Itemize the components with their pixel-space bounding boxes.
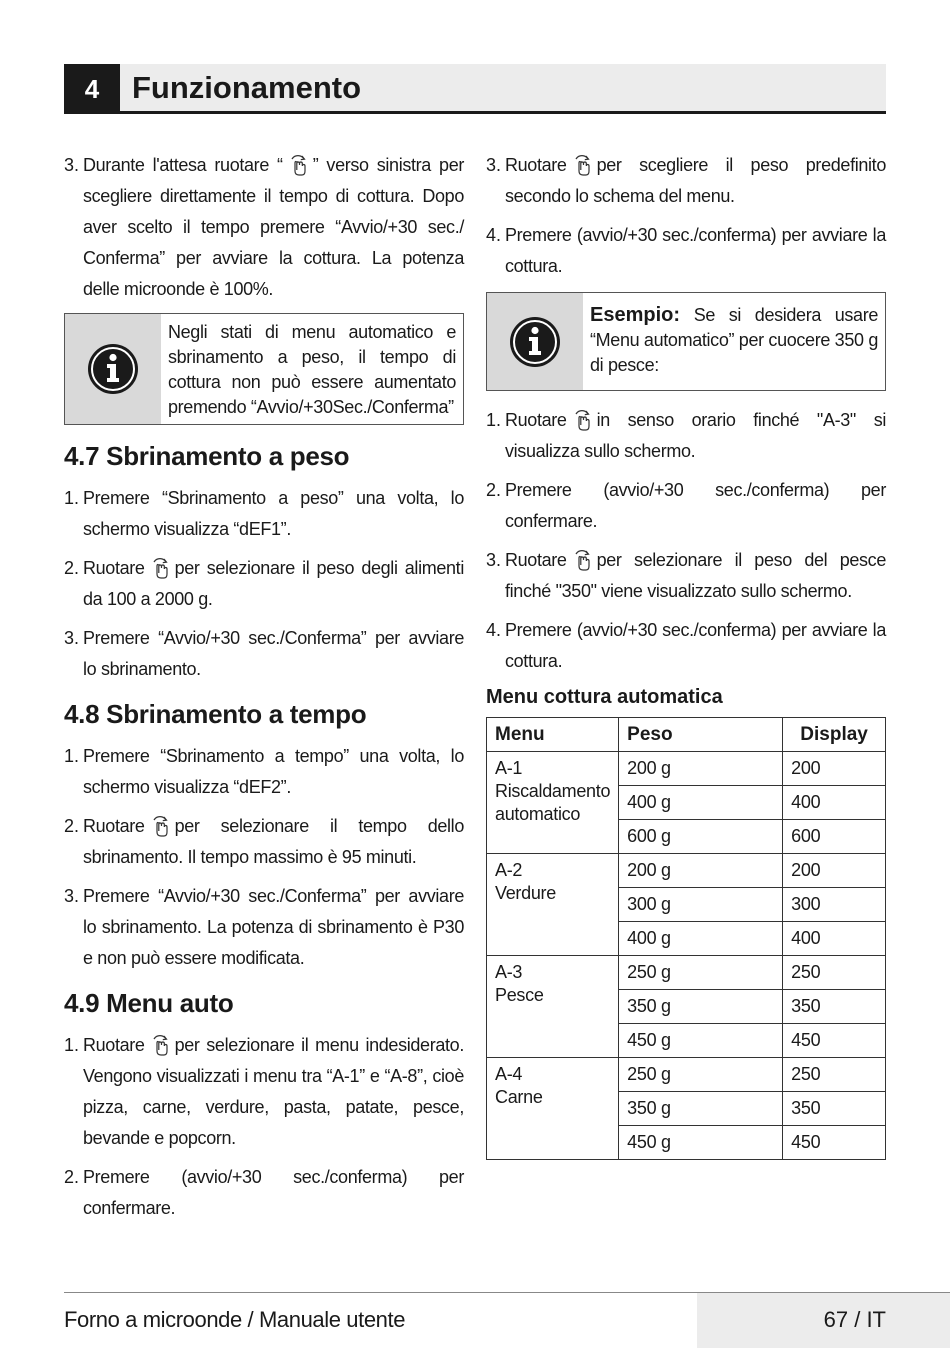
item-text — [83, 553, 464, 615]
header-menu: Menu — [487, 718, 619, 752]
item-text: Premere “Sbrinamento a peso” una volta, lo schermo visualizza “dEF1”. — [83, 488, 464, 539]
weight-cell: 350 g — [619, 1092, 783, 1126]
rotary-knob-icon — [570, 546, 594, 572]
item-number: 3. — [486, 155, 502, 175]
display-cell: 250 — [783, 1058, 886, 1092]
weight-cell: 350 g — [619, 990, 783, 1024]
item-text — [505, 150, 886, 212]
item-number: 3. — [64, 628, 80, 648]
item-text: Premere (avvio/+30 sec./conferma) per confermare. — [505, 480, 886, 531]
menu-cell — [487, 956, 619, 1058]
list-item — [64, 623, 464, 685]
header-display: Display — [783, 718, 886, 752]
chapter-title: Funzionamento — [132, 70, 362, 105]
item-text: Premere “Sbrinamento a tempo” una volta, lo schermo visualizza “dEF2”. — [83, 746, 464, 797]
section-title-4-7: 4.7 Sbrinamento a peso — [64, 441, 350, 471]
item-text: Premere “Avvio/+30 sec./Conferma” per avviare lo sbrinamento. La potenza di sbrinamento è P30 e non può essere modificata. — [83, 886, 464, 968]
item-text — [505, 545, 886, 607]
display-cell: 450 — [783, 1024, 886, 1058]
table-row — [487, 854, 886, 888]
text-segment: Durante l'attesa ruotare “ — [83, 155, 283, 175]
section-title-4-8: 4.8 Sbrinamento a tempo — [64, 699, 367, 729]
info-icon — [487, 293, 583, 390]
item-number: 3. — [64, 886, 80, 906]
list-item — [64, 1030, 464, 1154]
weight-cell: 400 g — [619, 786, 783, 820]
text-segment: Ruotare — [505, 550, 567, 570]
weight-cell: 250 g — [619, 956, 783, 990]
left-column — [64, 150, 464, 1232]
list-item — [64, 881, 464, 974]
example-text — [583, 293, 885, 390]
header-weight: Peso — [619, 718, 783, 752]
weight-cell: 200 g — [619, 854, 783, 888]
example-box — [486, 292, 886, 391]
item-text — [83, 150, 464, 305]
weight-cell: 400 g — [619, 922, 783, 956]
table-title: Menu cottura automatica — [486, 686, 723, 708]
display-cell: 200 — [783, 854, 886, 888]
table-header-row — [487, 718, 886, 752]
item-number: 2. — [64, 816, 80, 836]
weight-cell: 300 g — [619, 888, 783, 922]
list-item — [486, 545, 886, 607]
display-cell: 300 — [783, 888, 886, 922]
text-segment: per selezionare il tempo dello sbrinamento. Il tempo massimo è 95 minuti. — [83, 816, 464, 867]
info-note-text: Negli stati di menu automatico e sbrinamento a peso, il tempo di cottura non può essere aumentato premendo “Avvio/+30Sec./Conferma” — [168, 322, 456, 417]
rotary-knob-icon — [148, 554, 172, 580]
table-row — [487, 956, 886, 990]
list-item — [64, 553, 464, 615]
menu-cell — [487, 854, 619, 956]
item-text: Premere (avvio/+30 sec./conferma) per avviare la cottura. — [505, 225, 886, 276]
rotary-knob-icon — [148, 812, 172, 838]
menu-cell — [487, 752, 619, 854]
text-segment: per selezionare il menu indesiderato. Vengono visualizzati i menu tra “A-1” e “A-8”, cioè pizza, carne, verdure, pasta, patate, pesce, bevande e popcorn. — [83, 1035, 464, 1148]
page-number: 67 / IT — [823, 1307, 886, 1332]
rotary-knob-icon — [286, 151, 310, 177]
right-column — [486, 150, 886, 1160]
menu-name: Riscaldamento automatico — [495, 781, 611, 824]
display-cell: 200 — [783, 752, 886, 786]
display-cell: 400 — [783, 786, 886, 820]
item-number: 1. — [64, 1035, 80, 1055]
menu-name: Pesce — [495, 985, 544, 1005]
list-item — [64, 150, 464, 305]
item-text — [83, 811, 464, 873]
text-segment: per selezionare il peso del pesce finché "350" viene visualizzato sullo schermo. — [505, 550, 886, 601]
item-number: 2. — [486, 480, 502, 500]
weight-cell: 250 g — [619, 1058, 783, 1092]
item-number: 2. — [64, 1167, 80, 1187]
rotary-knob-icon — [570, 406, 594, 432]
menu-name: Carne — [495, 1087, 543, 1107]
item-text: Premere (avvio/+30 sec./conferma) per avviare la cottura. — [505, 620, 886, 671]
list-item — [486, 150, 886, 212]
item-text: Premere “Avvio/+30 sec./Conferma” per avviare lo sbrinamento. — [83, 628, 464, 679]
list-item — [64, 1162, 464, 1224]
menu-code: A-4 — [495, 1064, 523, 1084]
menu-code: A-2 — [495, 860, 523, 880]
item-number: 4. — [486, 620, 502, 640]
weight-cell: 450 g — [619, 1024, 783, 1058]
list-item — [486, 220, 886, 282]
item-number: 2. — [64, 558, 80, 578]
menu-cell — [487, 1058, 619, 1160]
display-cell: 250 — [783, 956, 886, 990]
list-item — [64, 741, 464, 803]
text-segment: ” verso sinistra per scegliere direttamente il tempo di cottura. Dopo aver scelto il tempo premere “Avvio/+30 sec./ Conferma” per avviare la cottura. La potenza delle microonde è 100%. — [83, 155, 465, 299]
display-cell: 600 — [783, 820, 886, 854]
item-number: 1. — [64, 746, 80, 766]
menu-name: Verdure — [495, 883, 556, 903]
text-segment: per scegliere il peso predefinito secondo lo schema del menu. — [505, 155, 886, 206]
chapter-number: 4 — [64, 64, 120, 114]
item-number: 4. — [486, 225, 502, 245]
section-title-4-9: 4.9 Menu auto — [64, 988, 234, 1018]
text-segment: Ruotare — [83, 1035, 145, 1055]
list-item — [486, 475, 886, 537]
display-cell: 350 — [783, 990, 886, 1024]
example-label: Esempio: — [590, 304, 681, 326]
list-item — [486, 615, 886, 677]
item-text — [505, 405, 886, 467]
item-text — [83, 1030, 464, 1154]
weight-cell: 450 g — [619, 1126, 783, 1160]
text-segment: per selezionare il peso degli alimenti da 100 a 2000 g. — [83, 558, 464, 609]
footer-title: Forno a microonde / Manuale utente — [64, 1307, 406, 1332]
text-segment: in senso orario finché "A-3" si visualizza sullo schermo. — [505, 410, 886, 461]
weight-cell: 600 g — [619, 820, 783, 854]
item-number: 1. — [486, 410, 502, 430]
display-cell: 400 — [783, 922, 886, 956]
rotary-knob-icon — [148, 1031, 172, 1057]
display-cell: 450 — [783, 1126, 886, 1160]
table-body — [487, 752, 886, 1160]
example-body: Se si desidera usare “Menu automatico” per cuocere 350 g di pesce: — [590, 305, 879, 375]
list-item — [64, 483, 464, 545]
item-number: 1. — [64, 488, 80, 508]
item-number: 3. — [64, 155, 80, 175]
text-segment: Ruotare — [505, 155, 567, 175]
chapter-header — [64, 64, 886, 114]
table-row — [487, 1058, 886, 1092]
list-item — [64, 811, 464, 873]
info-note-box — [64, 313, 464, 425]
item-text: Premere (avvio/+30 sec./conferma) per confermare. — [83, 1167, 464, 1218]
display-cell: 350 — [783, 1092, 886, 1126]
text-segment: Ruotare — [505, 410, 567, 430]
rotary-knob-icon — [570, 151, 594, 177]
menu-code: A-3 — [495, 962, 523, 982]
weight-cell: 200 g — [619, 752, 783, 786]
table-row — [487, 752, 886, 786]
list-item — [486, 405, 886, 467]
menu-code: A-1 — [495, 758, 523, 778]
item-number: 3. — [486, 550, 502, 570]
auto-menu-table — [486, 717, 886, 1160]
info-icon — [65, 314, 161, 424]
text-segment: Ruotare — [83, 816, 145, 836]
text-segment: Ruotare — [83, 558, 145, 578]
